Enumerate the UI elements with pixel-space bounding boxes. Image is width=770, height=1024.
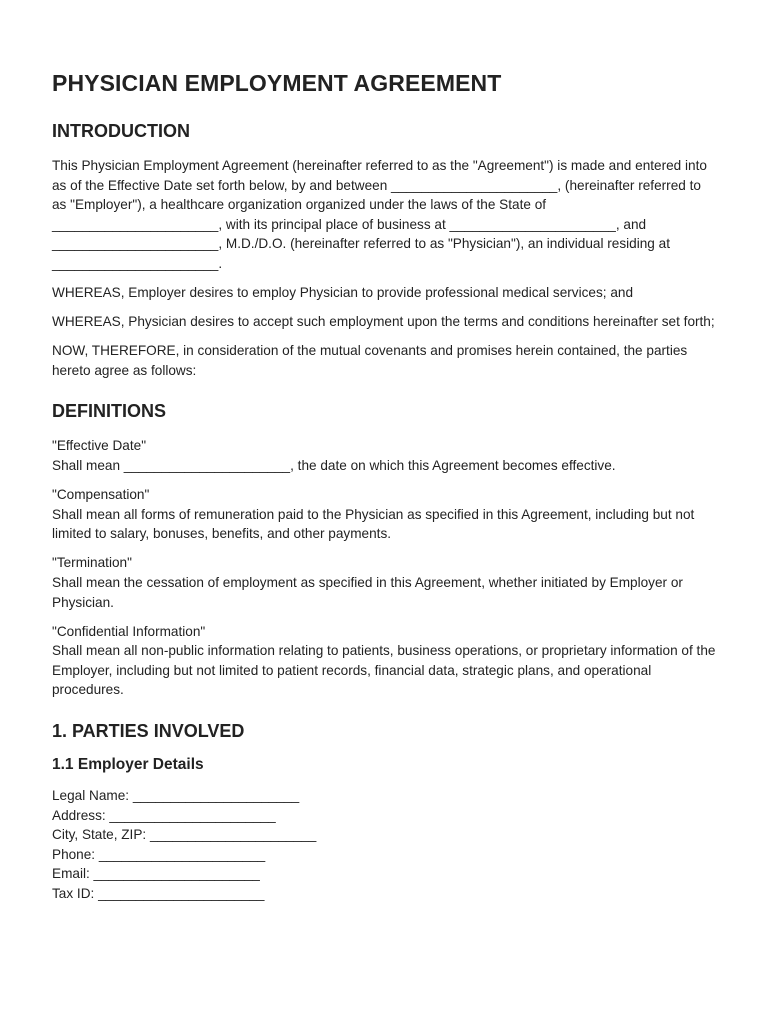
definition-confidential-information [52, 622, 718, 700]
whereas-physician-paragraph: WHEREAS, Physician desires to accept such employment upon the terms and conditions hereinafter set forth; [52, 314, 715, 330]
phone-field: Phone: ______________________ [52, 846, 266, 862]
definition-text: Shall mean the cessation of employment as specified in this Agreement, whether initiated by Employer or Physician. [52, 575, 683, 610]
definition-termination [52, 553, 718, 612]
definition-text: Shall mean all non-public information relating to patients, business operations, or proprietary information of the Employer, including but not limited to patient records, financial data, strategic plans, and operational procedures. [52, 643, 716, 698]
now-therefore-paragraph: NOW, THEREFORE, in consideration of the mutual covenants and promises herein contained, the parties hereto agree as follows: [52, 343, 688, 378]
city-state-zip-field: City, State, ZIP: ______________________ [52, 827, 317, 843]
employer-details-heading: 1.1 Employer Details [52, 756, 204, 774]
tax-id-field: Tax ID: ______________________ [52, 886, 265, 902]
document-title: PHYSICIAN EMPLOYMENT AGREEMENT [52, 70, 502, 96]
address-field: Address: ______________________ [52, 807, 276, 823]
definitions-section [52, 401, 718, 700]
definition-term: "Compensation" [52, 487, 150, 503]
parties-section [52, 721, 718, 904]
definition-term: "Effective Date" [52, 438, 147, 454]
definition-text: Shall mean ______________________, the date on which this Agreement becomes effective. [52, 458, 616, 474]
definition-text: Shall mean all forms of remuneration paid to the Physician as specified in this Agreement, including but not limited to salary, bonuses, benefits, and other payments. [52, 506, 695, 542]
introduction-section [52, 121, 718, 380]
definition-term: "Termination" [52, 555, 132, 571]
introduction-heading: INTRODUCTION [52, 121, 190, 141]
introduction-paragraph: This Physician Employment Agreement (hereinafter referred to as the "Agreement") is made and entered into as of the Effective Date set forth below, by and between ______________________, (hereinafter referred to as "Employer"), a healthcare organization organized under the laws of the State of ______________________, with its principal place of business at ______________________, and ______________________, M.D./D.O. (hereinafter referred to as "Physician"), an individual residing at ______________________. [52, 158, 707, 271]
definition-compensation [52, 485, 718, 544]
definitions-heading: DEFINITIONS [52, 401, 167, 422]
email-field: Email: ______________________ [52, 866, 260, 882]
parties-heading: 1. PARTIES INVOLVED [52, 721, 245, 742]
definition-effective-date [52, 436, 718, 475]
whereas-employer-paragraph: WHEREAS, Employer desires to employ Physician to provide professional medical services; and [52, 285, 634, 301]
legal-name-field: Legal Name: ______________________ [52, 788, 300, 804]
definition-term: "Confidential Information" [52, 623, 206, 639]
employer-details-fields [52, 786, 718, 904]
